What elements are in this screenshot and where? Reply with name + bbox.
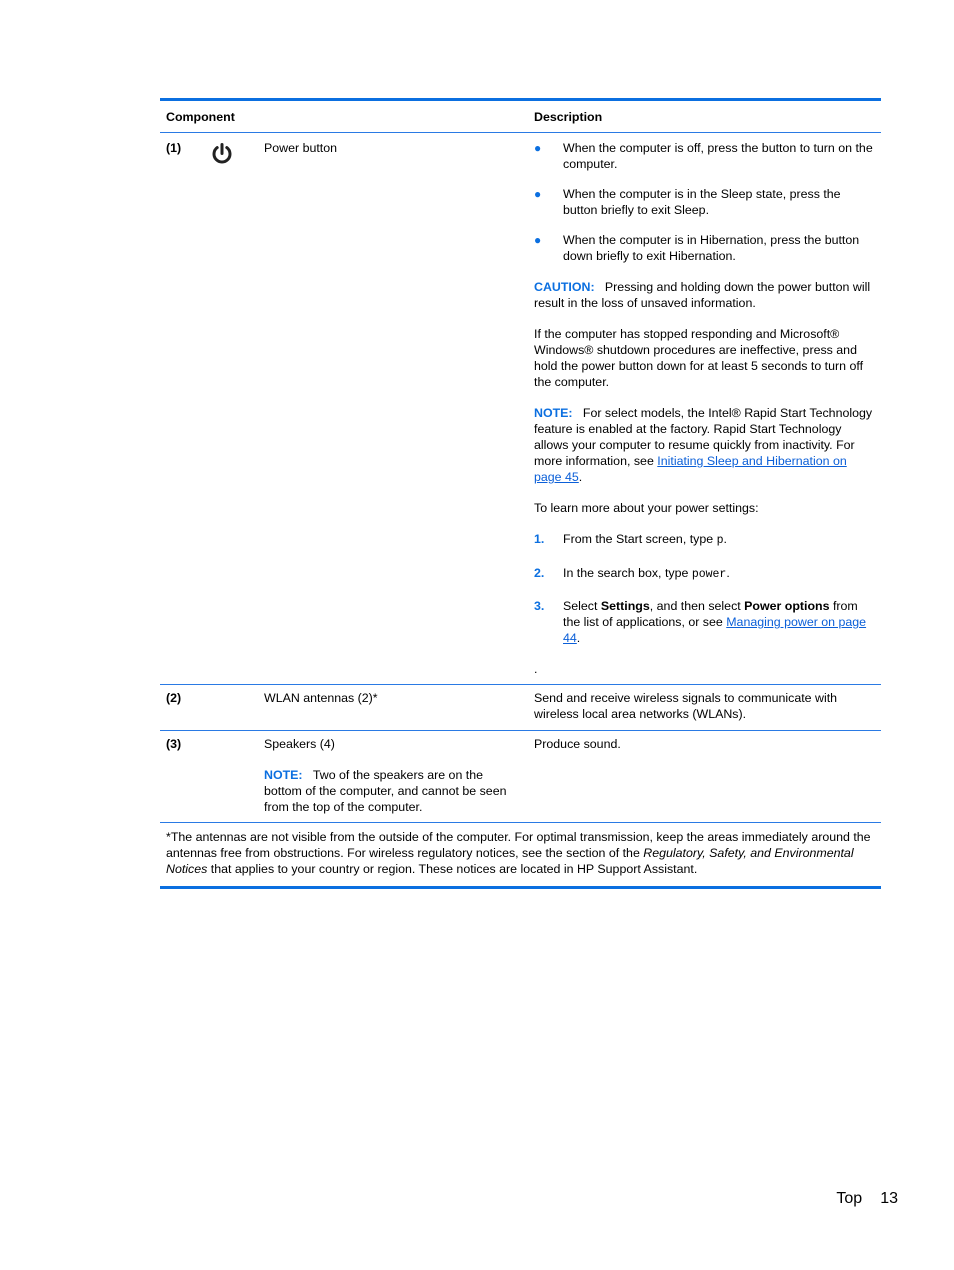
step-text-3: from the list of applications, or see bbox=[563, 599, 858, 629]
footnote-text-2: that applies to your country or region. These notices are located in HP Support Assistant. bbox=[207, 862, 698, 876]
step-code: power bbox=[691, 568, 727, 581]
list-item bbox=[534, 186, 873, 218]
page-number: 13 bbox=[880, 1190, 898, 1207]
row-icon-cell bbox=[204, 140, 264, 684]
header-component: Component bbox=[166, 109, 235, 124]
bullet-icon: ● bbox=[534, 187, 542, 201]
step-text-1: Select bbox=[563, 599, 601, 613]
step-number: 1. bbox=[534, 532, 545, 546]
component-table bbox=[160, 98, 881, 889]
caution-label: CAUTION: bbox=[534, 280, 595, 294]
power-icon bbox=[210, 142, 234, 166]
settings-label: Settings bbox=[600, 599, 650, 613]
step-text-post: . bbox=[726, 566, 730, 580]
bullet-text: When the computer is in Hibernation, press the button down briefly to exit Hibernation. bbox=[563, 233, 860, 263]
row-icon-cell bbox=[204, 736, 264, 815]
link-initiating-sleep[interactable]: Initiating Sleep and Hibernation on page 45 bbox=[534, 454, 847, 484]
step-text bbox=[563, 531, 873, 549]
row-name: WLAN antennas (2)* bbox=[264, 691, 378, 705]
row-number: (1) bbox=[166, 141, 182, 155]
table-footnote bbox=[160, 823, 881, 886]
footnote-text-1: *The antennas are not visible from the outside of the computer. For optimal transmission, keep the areas immediately around the antennas free from obstructions. For wireless regulatory notices, see the section of the bbox=[166, 830, 871, 860]
note-text: Two of the speakers are on the bottom of the computer, and cannot be seen from the top of the computer. bbox=[264, 768, 507, 814]
row-name: Power button bbox=[264, 141, 338, 155]
row-description: Produce sound. bbox=[534, 737, 621, 751]
power-options-label: Power options bbox=[744, 599, 830, 613]
footer-section: Top bbox=[836, 1190, 863, 1207]
row-description bbox=[528, 140, 881, 684]
note-label: NOTE: bbox=[534, 406, 573, 420]
unresponsive-paragraph: If the computer has stopped responding and Microsoft® Windows® shutdown procedures are ineffective, press and hold the power button down for at least 5 seconds to turn off the computer. bbox=[534, 327, 864, 389]
step-text-pre: From the Start screen, type bbox=[563, 532, 717, 546]
row-name: Speakers (4) bbox=[264, 737, 335, 751]
table-row bbox=[160, 685, 881, 730]
bullet-icon: ● bbox=[534, 141, 542, 155]
step-text-2: , and then select bbox=[649, 599, 745, 613]
page-footer bbox=[818, 1191, 898, 1207]
row-name-cell bbox=[264, 736, 528, 815]
step-text-pre: In the search box, type bbox=[563, 566, 692, 580]
row-description: Send and receive wireless signals to communicate with wireless local area networks (WLANs). bbox=[534, 691, 838, 721]
note-label: NOTE: bbox=[264, 768, 303, 782]
note-text: For select models, the Intel® Rapid Start Technology feature is enabled at the factory. Rapid Start Technology allows your computer to resume quickly from inactivity. For more information, see bbox=[534, 406, 873, 468]
table-row bbox=[160, 133, 881, 684]
table-header bbox=[160, 101, 881, 132]
learn-more-text: To learn more about your power settings: bbox=[534, 501, 759, 515]
bullet-icon: ● bbox=[534, 233, 542, 247]
step-code: p bbox=[716, 534, 724, 547]
step-text-post: . bbox=[723, 532, 727, 546]
row-icon-cell bbox=[204, 690, 264, 722]
footnote-title: Regulatory, Safety, and Environmental Notices bbox=[166, 846, 854, 876]
step-text-4: . bbox=[576, 631, 581, 645]
trailing-period: . bbox=[534, 662, 538, 676]
step-number: 2. bbox=[534, 566, 545, 580]
list-item bbox=[534, 232, 873, 264]
list-item bbox=[534, 598, 873, 646]
list-item bbox=[534, 531, 873, 549]
step-text bbox=[563, 598, 873, 646]
header-description: Description bbox=[534, 109, 603, 124]
list-item bbox=[534, 140, 873, 172]
speaker-note bbox=[264, 767, 508, 815]
link-managing-power[interactable]: Managing power on page 44 bbox=[563, 615, 867, 645]
caution-paragraph bbox=[534, 279, 873, 311]
caution-text: Pressing and holding down the power button will result in the loss of unsaved information. bbox=[534, 280, 871, 310]
list-item bbox=[534, 565, 873, 583]
row-number: (2) bbox=[166, 691, 182, 705]
row-number: (3) bbox=[166, 737, 182, 751]
table-bottom-rule bbox=[160, 886, 881, 889]
step-text bbox=[563, 565, 873, 583]
table-row bbox=[160, 731, 881, 822]
bullet-text: When the computer is off, press the button to turn on the computer. bbox=[563, 141, 873, 171]
note-paragraph: NOTE: For select models, the Intel® Rapid Start Technology feature is enabled at the factory. Rapid Start Technology allows your computer to resume quickly from inactivity. For more information, see Initiating Sleep and Hibernation on page 45. bbox=[534, 406, 873, 484]
step-number: 3. bbox=[534, 599, 545, 613]
bullet-text: When the computer is in the Sleep state, press the button briefly to exit Sleep. bbox=[563, 187, 841, 217]
